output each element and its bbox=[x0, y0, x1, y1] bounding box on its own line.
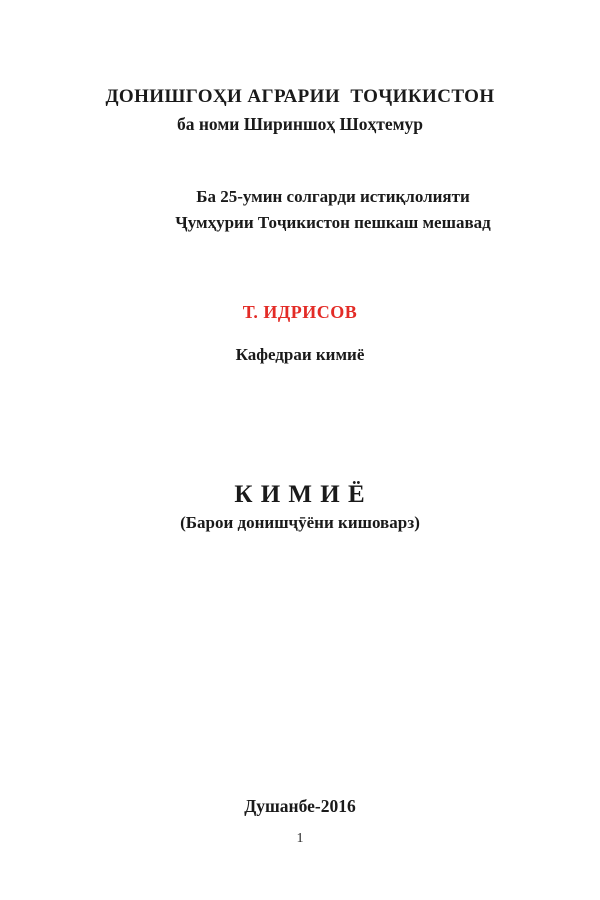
book-title: К И М И Ё bbox=[234, 481, 366, 508]
university-name: ДОНИШГОҲИ АГРАРИИ ТОҶИКИСТОН bbox=[105, 86, 495, 107]
book-subtitle: (Барои донишҷӯёни кишоварз) bbox=[180, 513, 420, 532]
dedication-line-1: Ба 25-умин солгарди истиқлолияти bbox=[196, 187, 470, 206]
place-and-year: Душанбе-2016 bbox=[244, 796, 356, 816]
dedication-line-2: Ҷумҳурии Тоҷикистон пешкаш мешавад bbox=[175, 213, 491, 232]
university-named-after: ба номи Шириншоҳ Шоҳтемур bbox=[176, 114, 424, 134]
department-label: Кафедраи кимиё bbox=[235, 345, 365, 364]
dedication-block bbox=[66, 184, 600, 236]
author-name: Т. ИДРИСОВ bbox=[242, 302, 358, 322]
page-number: 1 bbox=[296, 831, 304, 846]
